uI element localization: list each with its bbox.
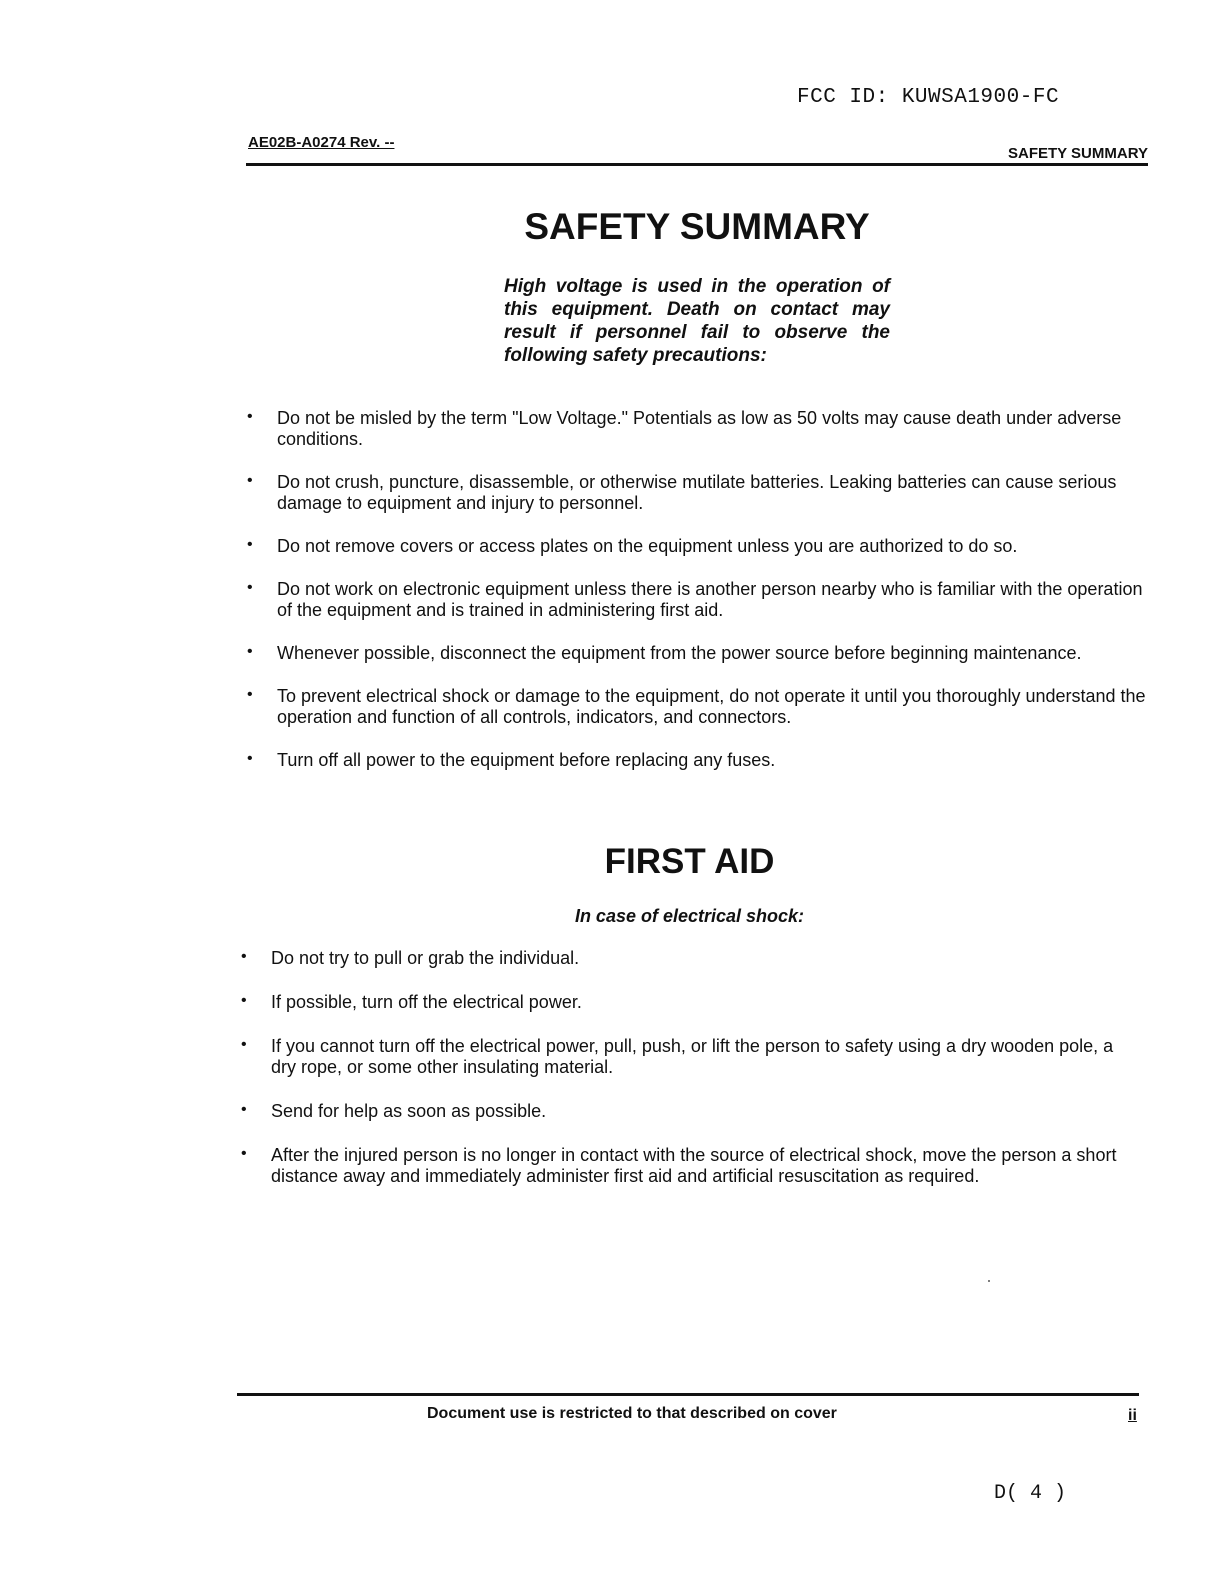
bullet-icon: • <box>247 472 253 489</box>
list-item-text: Do not remove covers or access plates on the equipment unless you are authorized to do so. <box>277 536 1018 556</box>
list-item <box>247 579 1149 621</box>
list-item-text: Do not crush, puncture, disassemble, or otherwise mutilate batteries. Leaking batteries can cause serious damage to equipment and injury to personnel. <box>277 472 1117 513</box>
bullet-icon: • <box>247 750 253 767</box>
list-item <box>241 992 1143 1013</box>
list-item <box>247 643 1149 664</box>
list-item-text: If possible, turn off the electrical power. <box>271 992 582 1012</box>
bullet-icon: • <box>241 1145 247 1162</box>
speck-mark <box>988 1280 990 1282</box>
bullet-icon: • <box>247 408 253 425</box>
list-item-text: Whenever possible, disconnect the equipment from the power source before beginning maintenance. <box>277 643 1082 663</box>
safety-summary-title: SAFETY SUMMARY <box>524 206 870 247</box>
list-item <box>247 408 1149 450</box>
list-item-text: Do not be misled by the term "Low Voltage." Potentials as low as 50 volts may cause death under adverse conditions. <box>277 408 1122 449</box>
list-item <box>241 1145 1143 1187</box>
footer-page-number: ii <box>1128 1407 1137 1424</box>
bullet-icon: • <box>241 992 247 1009</box>
first-aid-subtitle: In case of electrical shock: <box>574 906 805 926</box>
first-aid-list <box>241 948 1143 1210</box>
list-item <box>247 472 1149 514</box>
list-item-text: Send for help as soon as possible. <box>271 1101 547 1121</box>
list-item-text: If you cannot turn off the electrical power, pull, push, or lift the person to safety using a dry wooden pole, a dry rope, or some other insulating material. <box>271 1036 1114 1077</box>
bullet-icon: • <box>247 579 253 596</box>
list-item-text: To prevent electrical shock or damage to the equipment, do not operate it until you thoroughly understand the operation and function of all controls, indicators, and connectors. <box>277 686 1146 727</box>
high-voltage-warning: High voltage is used in the operation of this equipment. Death on contact may result if personnel fail to observe the following safety precautions: <box>504 276 890 366</box>
page-code: D( 4 ) <box>994 1482 1067 1505</box>
safety-precautions-list <box>247 408 1149 793</box>
list-item-text: Do not work on electronic equipment unless there is another person nearby who is familiar with the operation of the equipment and is trained in administering first aid. <box>277 579 1143 620</box>
bullet-icon: • <box>241 1036 247 1053</box>
list-item <box>247 536 1149 557</box>
bullet-icon: • <box>247 643 253 660</box>
bullet-icon: • <box>241 1101 247 1118</box>
bullet-icon: • <box>241 948 247 965</box>
first-aid-title: FIRST AID <box>604 842 775 881</box>
header-rule <box>246 163 1148 166</box>
bullet-icon: • <box>247 686 253 703</box>
list-item <box>241 1101 1143 1122</box>
list-item <box>247 686 1149 728</box>
bullet-icon: • <box>247 536 253 553</box>
list-item <box>247 750 1149 771</box>
list-item <box>241 1036 1143 1078</box>
fcc-id: FCC ID: KUWSA1900-FC <box>797 86 1060 109</box>
header-section-title: SAFETY SUMMARY <box>1007 145 1148 162</box>
header-doc-number: AE02B-A0274 Rev. -- <box>248 134 395 151</box>
list-item-text: Turn off all power to the equipment before replacing any fuses. <box>277 750 776 770</box>
footer-rule <box>237 1393 1139 1396</box>
footer-restriction-notice: Document use is restricted to that described on cover <box>427 1405 837 1422</box>
list-item <box>241 948 1143 969</box>
list-item-text: After the injured person is no longer in contact with the source of electrical shock, move the person a short distance away and immediately administer first aid and artificial resuscitation as required. <box>271 1145 1117 1186</box>
list-item-text: Do not try to pull or grab the individual. <box>271 948 580 968</box>
